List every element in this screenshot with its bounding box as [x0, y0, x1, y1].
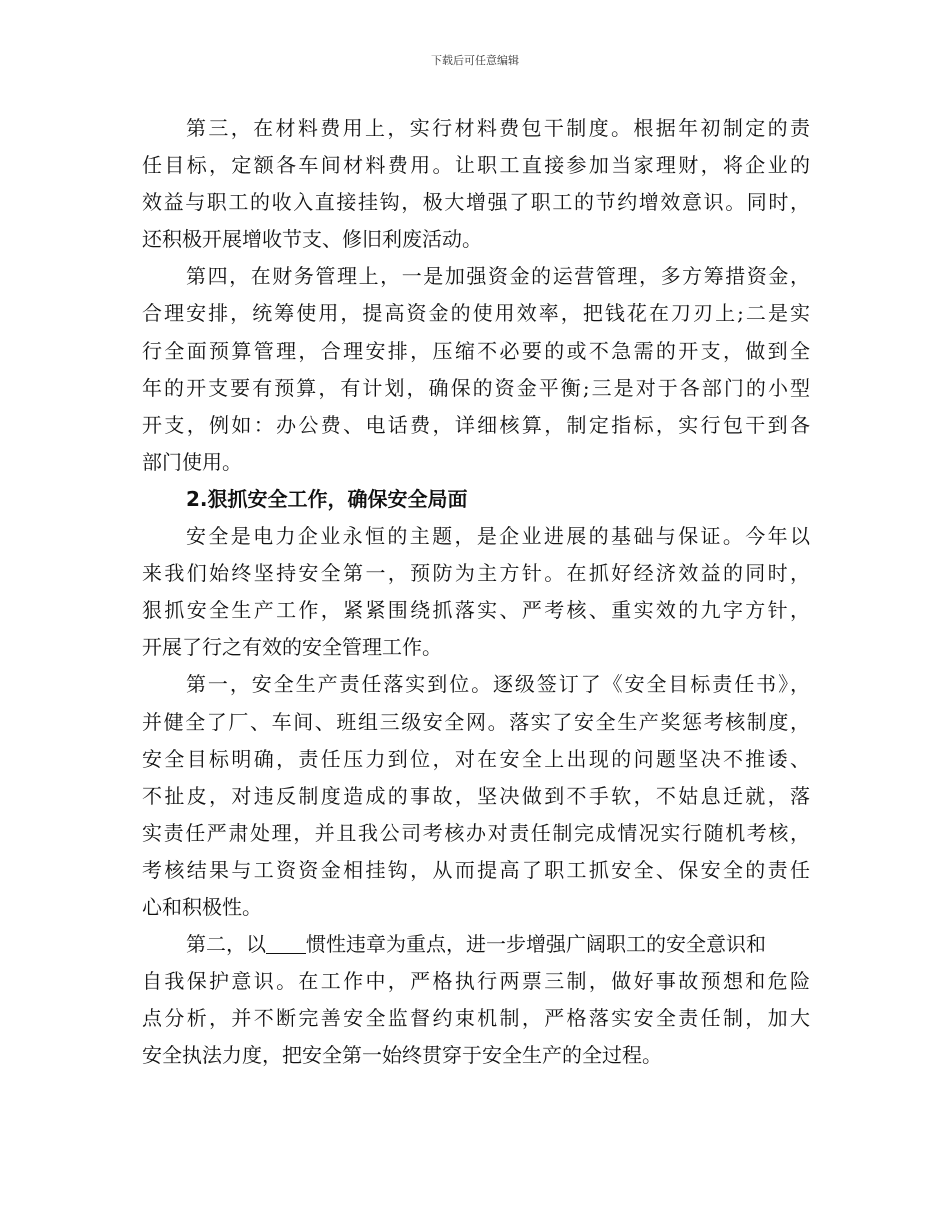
fill-in-blank: [266, 933, 306, 954]
text-line: 心和积极性。: [142, 894, 262, 919]
text-fragment: 第二，以: [186, 932, 266, 957]
paragraph-safety-responsibility: [142, 666, 810, 926]
page-header-note: 下载后可任意编辑: [431, 54, 519, 67]
text-line: 点分析，并不断完善安全监督约束机制，严格落实安全责任制，加大: [142, 1006, 810, 1031]
text-line: 合理安排，统筹使用，提高资金的使用效率，把钱花在刀刃上;二是实: [142, 301, 810, 326]
text-line: 并健全了厂、车间、班组三级安全网。落实了安全生产奖惩考核制度，: [142, 709, 810, 734]
text-line: 狠抓安全生产工作，紧紧围绕抓落实、严考核、重实效的九字方针，: [142, 598, 810, 623]
paragraph-financial-management: [142, 258, 810, 481]
text-line: 效益与职工的收入直接挂钩，极大增强了职工的节约增效意识。同时，: [142, 190, 810, 215]
text-line: 还积极开展增收节支、修旧利废活动。: [142, 227, 482, 252]
paragraph-safety-intro: [142, 518, 810, 666]
text-line: 开展了行之有效的安全管理工作。: [142, 635, 442, 660]
text-line: 部门使用。: [142, 449, 242, 474]
text-line: 考核结果与工资资金相挂钩，从而提高了职工抓安全、保安全的责任: [142, 857, 810, 882]
text-line: 第四，在财务管理上，一是加强资金的运营管理，多方筹措资金，: [186, 264, 810, 289]
section-heading: 2.狠抓安全工作，确保安全局面: [186, 486, 468, 511]
paragraph-materials-cost: [142, 110, 810, 258]
text-line: [142, 926, 810, 963]
text-line: 第一，安全生产责任落实到位。逐级签订了《安全目标责任书》，: [186, 672, 810, 697]
text-line: 实责任严肃处理，并且我公司考核办对责任制完成情况实行随机考核，: [142, 820, 810, 845]
text-line: 安全目标明确，责任压力到位，对在安全上出现的问题坚决不推诿、: [142, 746, 810, 771]
text-line: 来我们始终坚持安全第一，预防为主方针。在抓好经济效益的同时，: [142, 561, 810, 586]
text-line: 开支，例如：办公费、电话费，详细核算，制定指标，实行包干到各: [142, 412, 810, 437]
text-fragment: 惯性违章为重点，进一步增强广阔职工的安全意识和: [306, 932, 766, 957]
text-line: 自我保护意识。在工作中，严格执行两票三制，做好事故预想和危险: [142, 969, 810, 994]
text-line: 安全执法力度，把安全第一始终贯穿于安全生产的全过程。: [142, 1043, 662, 1068]
text-line: 不扯皮，对违反制度造成的事故，坚决做到不手软，不姑息迁就，落: [142, 783, 810, 808]
text-line: 年的开支要有预算，有计划，确保的资金平衡;三是对于各部门的小型: [142, 375, 810, 400]
paragraph-violation-focus: [142, 926, 810, 1074]
document-body: [142, 110, 810, 1074]
text-line: 安全是电力企业永恒的主题，是企业进展的基础与保证。今年以: [186, 524, 810, 549]
text-line: 任目标，定额各车间材料费用。让职工直接参加当家理财，将企业的: [142, 153, 810, 178]
text-line: 第三，在材料费用上，实行材料费包干制度。根据年初制定的责: [186, 116, 810, 140]
text-line: 行全面预算管理，合理安排，压缩不必要的或不急需的开支，做到全: [142, 338, 810, 363]
